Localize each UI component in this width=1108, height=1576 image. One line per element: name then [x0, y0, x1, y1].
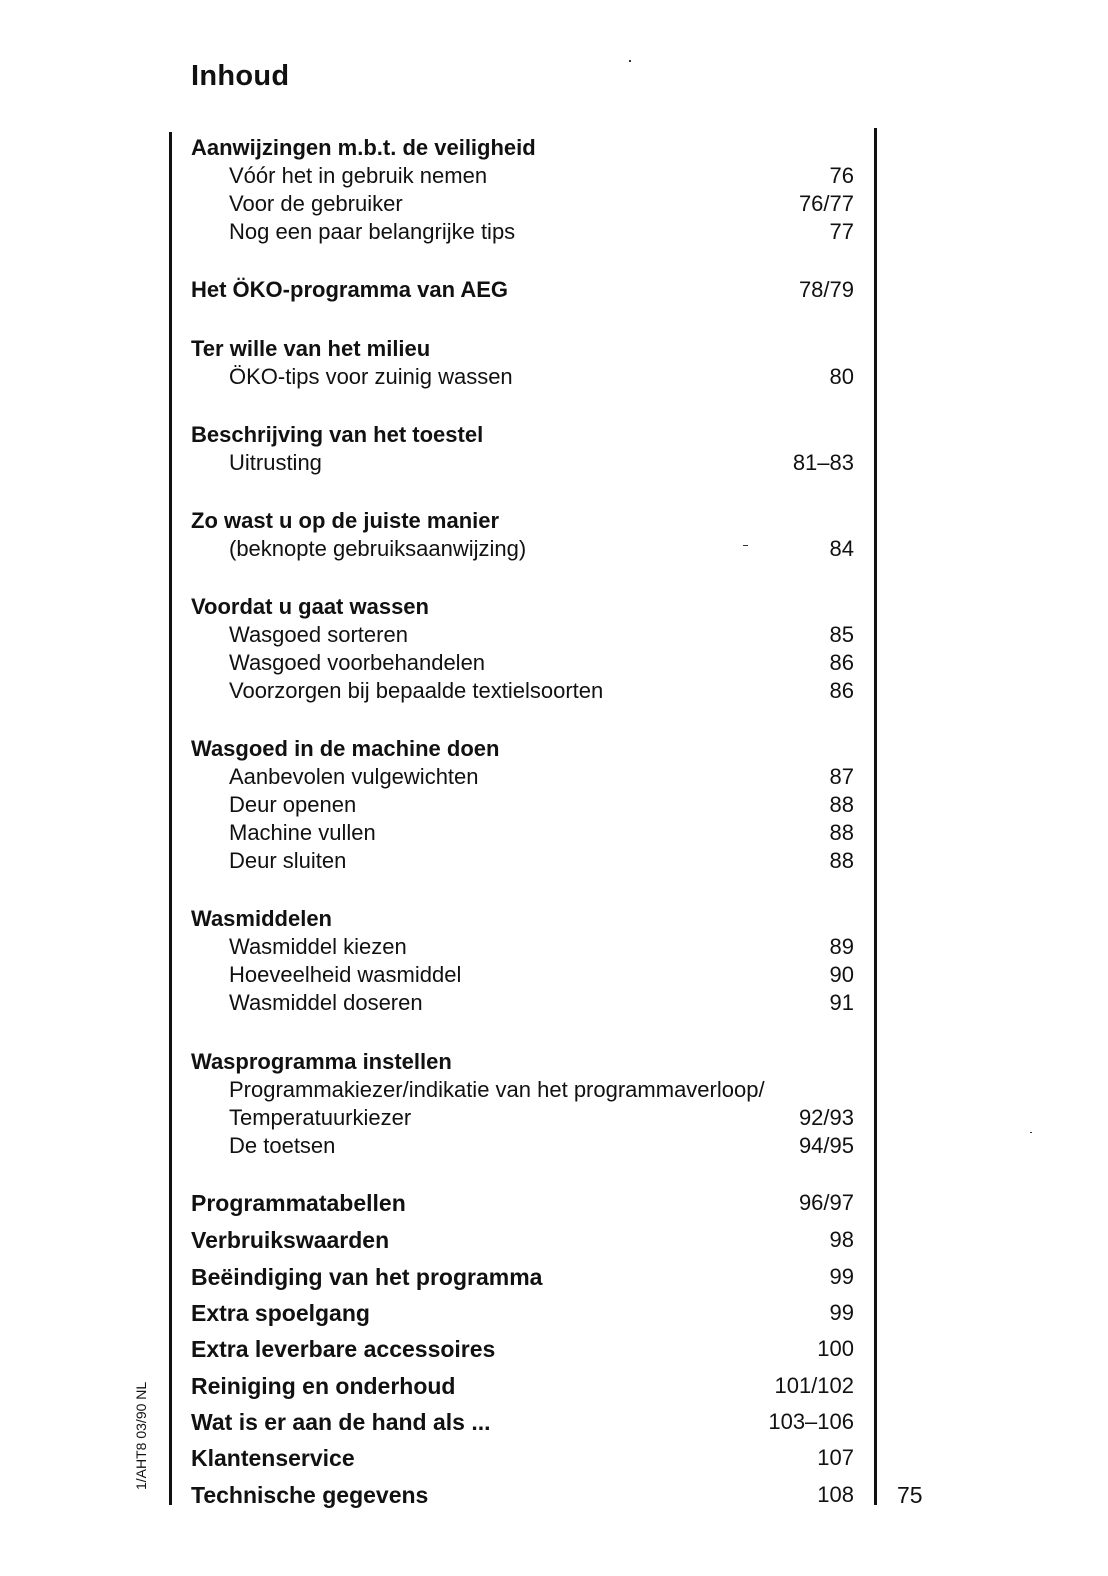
toc-item-label: Wasgoed voorbehandelen — [229, 650, 486, 675]
toc-item-row — [0, 791, 1108, 821]
toc-page-ref: 90 — [829, 962, 854, 987]
toc-page-ref: 85 — [829, 622, 854, 647]
toc-heading-row — [0, 276, 1108, 306]
toc-heading-label: Wasprogramma instellen — [191, 1049, 452, 1074]
toc-heading-label: Technische gegevens — [191, 1482, 429, 1508]
scan-speck — [1030, 1132, 1032, 1133]
toc-heading-row — [0, 507, 1108, 537]
toc-page-ref: 88 — [829, 820, 854, 845]
toc-heading-label: Ter wille van het milieu — [191, 336, 431, 361]
toc-page-ref: 94/95 — [798, 1133, 854, 1158]
toc-item-row — [0, 819, 1108, 849]
toc-heading-label: Voordat u gaat wassen — [191, 594, 429, 619]
toc-heading-label: Klantenservice — [191, 1445, 355, 1471]
toc-item-label: Programmakiezer/indikatie van het programmaverloop/ — [229, 1077, 765, 1102]
toc-page-ref: 81–83 — [792, 450, 854, 475]
toc-item-row — [0, 218, 1108, 248]
toc-page-ref: 89 — [829, 934, 854, 959]
toc-heading-row — [0, 421, 1108, 451]
toc-item-row — [0, 449, 1108, 479]
toc-heading-row — [0, 1372, 1108, 1402]
toc-page-ref: 88 — [829, 848, 854, 873]
toc-item-label: Nog een paar belangrijke tips — [229, 219, 516, 244]
toc-page-ref: 108 — [817, 1482, 854, 1507]
toc-item-label: Temperatuurkiezer — [229, 1105, 412, 1130]
toc-heading-label: Wasgoed in de machine doen — [191, 736, 500, 761]
toc-page-ref: 88 — [829, 792, 854, 817]
toc-page-ref: 103–106 — [768, 1409, 854, 1434]
page-number: 75 — [897, 1482, 923, 1508]
toc-item-label: Machine vullen — [229, 820, 376, 845]
toc-heading-row — [0, 1048, 1108, 1078]
toc-item-row — [0, 961, 1108, 991]
toc-item-row — [0, 933, 1108, 963]
toc-page-ref: 78/79 — [798, 277, 854, 302]
toc-heading-label: Zo wast u op de juiste manier — [191, 508, 500, 533]
toc-heading-label: Extra spoelgang — [191, 1300, 370, 1326]
toc-page-ref: 100 — [817, 1336, 854, 1361]
toc-item-row — [0, 363, 1108, 393]
toc-heading-label: Wasmiddelen — [191, 906, 332, 931]
toc-heading-label: Reiniging en onderhoud — [191, 1373, 456, 1399]
toc-heading-row — [0, 1335, 1108, 1365]
toc-item-row — [0, 535, 1108, 565]
toc-item-row — [0, 649, 1108, 679]
toc-heading-row — [0, 1408, 1108, 1438]
toc-heading-row — [0, 134, 1108, 164]
toc-item-label: Uitrusting — [229, 450, 322, 475]
toc-item-label: Deur openen — [229, 792, 357, 817]
scan-speck — [743, 545, 748, 546]
toc-page-ref: 99 — [829, 1300, 854, 1325]
toc-page-ref: 92/93 — [798, 1105, 854, 1130]
toc-page-ref: 76/77 — [798, 191, 854, 216]
toc-item-label: (beknopte gebruiksaanwijzing) — [229, 536, 527, 561]
toc-item-row — [0, 1132, 1108, 1162]
toc-item-label: Hoeveelheid wasmiddel — [229, 962, 462, 987]
toc-heading-row — [0, 593, 1108, 623]
toc-item-label: Vóór het in gebruik nemen — [229, 163, 488, 188]
toc-item-row — [0, 621, 1108, 651]
toc-page-ref: 77 — [829, 219, 854, 244]
toc-item-row — [0, 1104, 1108, 1134]
toc-item-row — [0, 162, 1108, 192]
toc-page-ref: 99 — [829, 1264, 854, 1289]
toc-item-row — [0, 677, 1108, 707]
toc-heading-row — [0, 905, 1108, 935]
toc-page-ref: 98 — [829, 1227, 854, 1252]
toc-item-label: Wasgoed sorteren — [229, 622, 408, 647]
toc-heading-row — [0, 735, 1108, 765]
toc-item-label: ÖKO-tips voor zuinig wassen — [229, 364, 513, 389]
toc-page-ref: 96/97 — [798, 1190, 854, 1215]
toc-heading-label: Beëindiging van het programma — [191, 1264, 543, 1290]
toc-page-ref: 76 — [829, 163, 854, 188]
toc-heading-row — [0, 335, 1108, 365]
toc-item-row — [0, 190, 1108, 220]
document-code: 1/AHT8 03/90 NL — [133, 1381, 149, 1490]
page-title: Inhoud — [191, 60, 290, 92]
toc-heading-row — [0, 1226, 1108, 1256]
toc-heading-row — [0, 1189, 1108, 1219]
scan-speck — [629, 60, 631, 62]
toc-page-ref: 86 — [829, 678, 854, 703]
toc-item-label: Aanbevolen vulgewichten — [229, 764, 479, 789]
toc-heading-label: Het ÖKO-programma van AEG — [191, 277, 509, 302]
toc-heading-row — [0, 1299, 1108, 1329]
toc-page-ref: 101/102 — [774, 1373, 854, 1398]
toc-heading-label: Extra leverbare accessoires — [191, 1336, 496, 1362]
toc-page-ref: 86 — [829, 650, 854, 675]
toc-item-label: Wasmiddel kiezen — [229, 934, 407, 959]
toc-page-ref: 84 — [829, 536, 854, 561]
toc-heading-label: Beschrijving van het toestel — [191, 422, 484, 447]
toc-heading-label: Wat is er aan de hand als ... — [191, 1409, 491, 1435]
toc-heading-row — [0, 1481, 1108, 1511]
toc-heading-label: Verbruikswaarden — [191, 1227, 390, 1253]
toc-heading-row — [0, 1263, 1108, 1293]
toc-item-label: Deur sluiten — [229, 848, 347, 873]
toc-item-row — [0, 847, 1108, 877]
toc-item-label: De toetsen — [229, 1133, 336, 1158]
toc-page-ref: 91 — [829, 990, 854, 1015]
toc-item-row — [0, 763, 1108, 793]
toc-page-ref: 107 — [817, 1445, 854, 1470]
toc-page-ref: 80 — [829, 364, 854, 389]
toc-heading-label: Aanwijzingen m.b.t. de veiligheid — [191, 135, 536, 160]
toc-item-row — [0, 989, 1108, 1019]
toc-item-row — [0, 1076, 1108, 1106]
toc-item-label: Voor de gebruiker — [229, 191, 403, 216]
toc-heading-row — [0, 1444, 1108, 1474]
toc-heading-label: Programmatabellen — [191, 1190, 406, 1216]
toc-page-ref: 87 — [829, 764, 854, 789]
toc-item-label: Wasmiddel doseren — [229, 990, 423, 1015]
toc-item-label: Voorzorgen bij bepaalde textielsoorten — [229, 678, 604, 703]
